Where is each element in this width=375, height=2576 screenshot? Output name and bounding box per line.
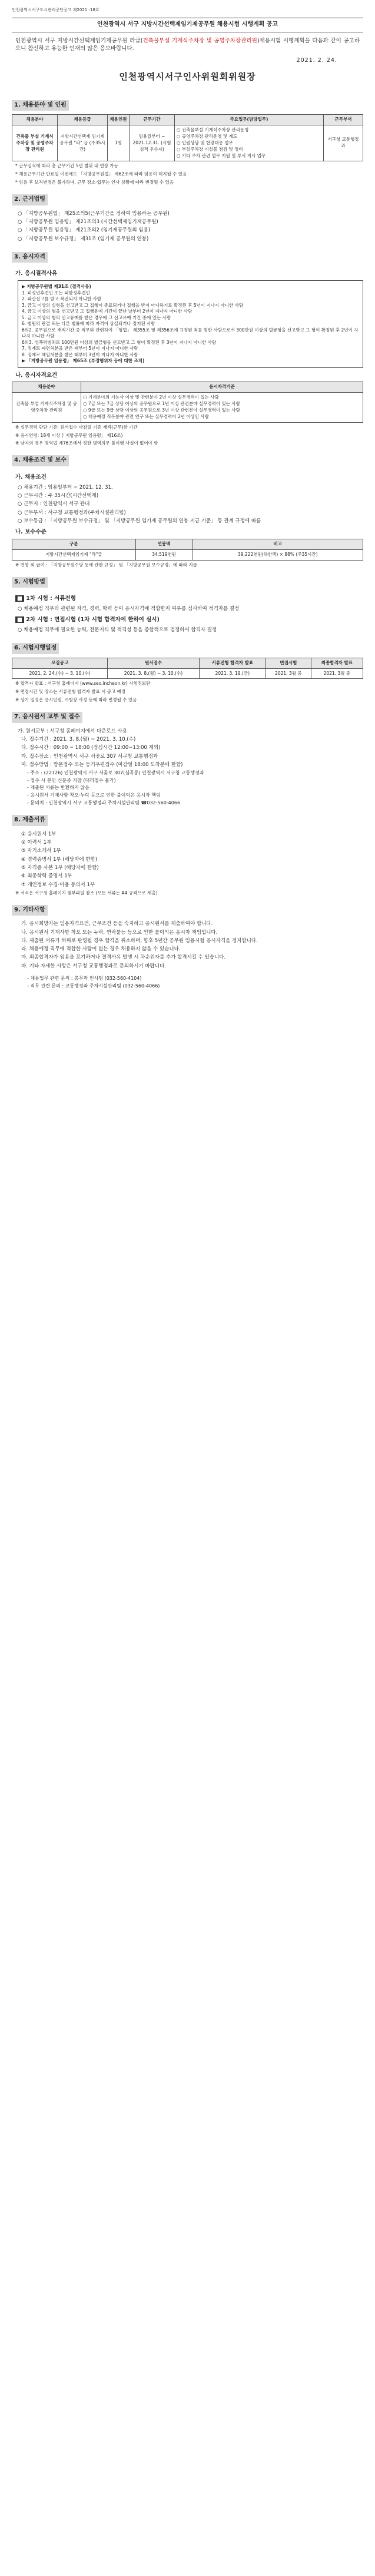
cell-pay-type: 지방시간선택제임기제 "라"급	[12, 549, 136, 560]
misc-item: 다. 제출된 서류가 허위로 판명될 경우 합격을 취소하며, 향후 5년간 공무원 임용시험 응시자격을 정지합니다.	[21, 937, 258, 944]
th-schedule: 모집공고	[12, 658, 108, 668]
th-pay-note: 비고	[193, 539, 363, 549]
application-item: 다. 접수시간 : 09:00 ~ 18:00 (점심시간 12:00~13:00 제외)	[21, 745, 161, 751]
box-item: 2. 파산선고를 받고 복권되지 아니한 사람	[22, 296, 101, 302]
note: ※ 면접시간 및 장소는 서류전형 합격자 발표 시 공고 예정	[15, 689, 126, 695]
misc-item: 나. 응시원서 기재사항 착오 또는 누락, 연락불능 등으로 인한 불이익은 응시자 책임입니다.	[21, 929, 218, 936]
box-item: 8. 징계로 해임처분을 받은 때부터 3년이 지나지 아니한 사람	[22, 352, 138, 357]
note: * 채용근무기간 만료일 이전에도 「지방공무원법」 제62조에 따라 임용이 해지될 수 있음	[15, 171, 187, 177]
note: ※ 실무경력 판단 기준: 원서접수 마감일 기준 재직(근무)한 기간	[15, 424, 138, 430]
box-item: 6의3. 성폭력범죄로 100만원 이상의 벌금형을 선고받고 그 형이 확정된 후 3년이 지나지 아니한 사람	[22, 339, 217, 345]
section-3-title: 3. 응시자격	[12, 252, 48, 263]
th-count: 채용인원	[108, 115, 130, 125]
cell-qual-criteria	[81, 393, 363, 423]
cell-qual-field: 건축물 부설 기계식주차장 및 공영주차장 관리원	[12, 393, 81, 423]
qual-item: ○ 9급 또는 9급 상당 이상의 공무원으로 3년 이상 관련분야 실무경력이 있는 사람	[83, 407, 240, 413]
condition-item: ○ 채용기간 : 임용일부터 ~ 2021. 12. 31.	[18, 484, 113, 490]
th-field: 채용분야	[12, 115, 58, 125]
application-sub: - 문의처 : 인천광역시 서구 교통행정과 주차시설관리팀 ☎032-560-4066	[27, 800, 181, 805]
box-heading: ▶ 지방공무원법 제31조 (결격사유)	[22, 284, 91, 290]
document-item: ④ 경력증명서 1부 (해당자에 한함)	[21, 856, 98, 863]
misc-item: 마. 최종합격자가 임용을 포기하거나 결격사유 발생 시 차순위자를 추가 합격시킬 수 있습니다.	[21, 954, 226, 961]
box-item: 6. 법원의 판결 또는 다른 법률에 따라 자격이 상실되거나 정지된 사람	[22, 321, 155, 327]
cell-dept: 서구청 교통행정과	[324, 125, 363, 161]
disqualification-box	[18, 280, 363, 368]
schedule-table	[12, 658, 363, 679]
note: ※ 서식은 서구청 홈페이지 첨부파일 참조 (모든 서류는 A4 규격으로 제출)	[15, 890, 158, 896]
law-item: ○ 「지방공무원법」 제25조의5(근무기간을 정하여 임용하는 공무원)	[18, 210, 170, 217]
th-qual-criteria: 응시자격기준	[81, 382, 363, 393]
issuing-organization: 인천광역시서구인사위원회위원장	[119, 71, 256, 82]
cell-period: 임용일부터 ~ 2021.12.31. (시험성적 우수자)	[130, 125, 175, 161]
subsection-title: 나. 보수수준	[15, 529, 47, 536]
intro-highlight: 건축물부설 기계식주차장 및 공영주차장관리원	[142, 37, 257, 44]
stage-2-label: 2차 시험 : 면접시험 (1차 시험 합격자에 한하여 실시)	[26, 616, 160, 624]
application-sub: - 응시원서 기재사항 착오·누락 등으로 인한 불이익은 응시자 책임	[27, 792, 161, 798]
condition-item: ○ 보수등급 : 「지방공무원 보수규정」 및 「지방공무원 임기제 공무원의 연봉 지급 기준」 등 관계 규정에 따름	[18, 518, 261, 524]
cell-pay-note: 39,222천원(하한액) × 88% (주35시간)	[193, 549, 363, 560]
note: * 근무실적에 따라 총 근무기간 5년 범위 내 연장 가능	[15, 163, 118, 169]
box-item: 3. 금고 이상의 실형을 선고받고 그 집행이 종료되거나 집행을 받지 아니하기로 확정된 후 5년이 지나지 아니한 사람	[22, 302, 244, 308]
note: ※ 합격자 발표 : 서구청 홈페이지 (www.seo.incheon.kr) 시험정보란	[15, 681, 151, 687]
notice-document	[12, 0, 363, 1002]
box-item: 1. 피성년후견인 또는 피한정후견인	[22, 290, 90, 296]
document-item: ⑦ 개인정보 수집·이용 동의서 1부	[21, 881, 95, 888]
box-item: 6의2. 공무원으로 재직기간 중 직무와 관련하여 「형법」 제355조 및 제356조에 규정된 죄를 범한 사람으로서 300만원 이상의 벌금형을 선고받고 그 형이 확정된 후 2년이 지나지 아니한 사람	[22, 327, 359, 339]
application-sub: - 접수 시 본인 신분증 지참 (대리접수 불가)	[27, 777, 116, 783]
duty-item: ○ 건축물부설 기계식주차장 관리운영	[177, 127, 249, 133]
condition-item: ○ 근무부서 : 서구청 교통행정과(주차시설관리팀)	[18, 509, 126, 516]
application-item: 라. 접수장소 : 인천광역시 서구 서곶로 307 서구청 교통행정과	[21, 753, 158, 760]
document-item: ③ 자기소개서 1부	[21, 848, 61, 854]
th-duties: 주요업무(담당업무)	[175, 115, 324, 125]
recruitment-table	[12, 114, 363, 161]
section-8-title: 8. 제출서류	[12, 815, 48, 826]
cell-schedule: 2021. 3월 중	[266, 668, 311, 679]
table-row	[12, 125, 363, 161]
qual-item: ○ 7급 또는 7급 상당 이상의 공무원으로 1년 이상 관련분야 실무경력이 있는 사람	[83, 401, 240, 407]
exam-stage-1	[15, 595, 363, 603]
notice-number: 인천광역시서구도시관리공단공고 제2021 -18호	[12, 8, 99, 12]
cell-schedule: 2021. 3. 8.(월) ~ 3. 10.(수)	[108, 668, 199, 679]
subsection-title: 가. 응시결격사유	[15, 270, 58, 277]
th-schedule: 원서접수	[108, 658, 199, 668]
application-item: 마. 접수방법 : 방문접수 또는 등기우편접수 (마감일 18:00 도착분에 한함)	[21, 761, 183, 768]
note: ※ 남자의 경우 병역법 제76조에서 정한 병역의무 불이행 사실이 없어야 함	[15, 440, 158, 446]
cell-count: 1명	[108, 125, 130, 161]
notice-date: 2021. 2. 24.	[296, 57, 337, 64]
duty-item: ○ 부설주차장 시설물 점검 및 정비	[177, 146, 243, 152]
condition-item: ○ 근무지 : 인천광역시 서구 관내	[18, 501, 90, 508]
note: ※ 응시연령: 18세 이상 (「지방공무원 임용령」 제16조)	[15, 432, 123, 438]
duty-item: ○ 민원상담 및 현장대응 업무	[177, 140, 233, 145]
th-schedule: 면접시험	[266, 658, 311, 668]
law-item: ○ 「지방공무원 보수규정」 제31조 (임기제 공무원의 연봉)	[18, 236, 149, 242]
document-item: ② 이력서 1부	[21, 839, 52, 846]
contact-item: - 채용업무 관련 문의 : 총무과 인사팀 (032-560-4104)	[27, 976, 142, 982]
section-1-title: 1. 채용분야 및 인원	[12, 100, 69, 111]
cell-schedule: 2021. 2. 24.(수) ~ 3. 10.(수)	[12, 668, 108, 679]
intro-paragraph	[12, 37, 363, 54]
th-period: 근무기간	[130, 115, 175, 125]
stage-1-badge: ■	[15, 595, 24, 602]
intro-text-2: )채용시험 시행계획을 다음과 같이 공고하오니 참신하고 유능한 인재의 많은 응모바랍니다.	[15, 37, 360, 52]
section-5-title: 5. 시험방법	[12, 577, 48, 588]
th-schedule: 서류전형 합격자 발표	[199, 658, 266, 668]
condition-item: ○ 근무시간 : 주 35시간(시간선택제)	[18, 492, 99, 499]
qual-item: ○ 기계분야의 기능사 이상 및 관련분야 2년 이상 실무경력이 있는 사람	[83, 394, 219, 400]
section-9-title: 9. 기타사항	[12, 905, 48, 916]
duty-item: ○ 공영주차장 관리운영 및 계도	[177, 133, 238, 139]
stage-1-desc: ○ 채용예정 직무와 관련된 자격, 경력, 학력 등이 응시자격에 적합한지 여부를 심사하여 적격자를 결정	[18, 605, 240, 612]
qualification-table	[12, 382, 363, 422]
section-7-title: 7. 응시원서 교부 및 접수	[12, 712, 82, 723]
misc-item: 바. 기타 자세한 사항은 서구청 교통행정과로 문의하시기 바랍니다.	[21, 963, 167, 969]
box-item: 4. 금고 이상의 형을 선고받고 그 집행유예 기간이 끝난 날부터 2년이 지나지 아니한 사람	[22, 309, 193, 314]
intro-text-1: 인천광역시 서구 지방시간선택제임기제공무원 라급(	[15, 37, 143, 44]
th-dept: 근무부서	[324, 115, 363, 125]
application-intro: 가. 원서교부 : 서구청 홈페이지에서 다운로드 사용	[18, 728, 127, 734]
th-pay-amount: 연봉액	[135, 539, 193, 549]
section-2-title: 2. 근거법령	[12, 194, 48, 205]
duty-item: ○ 기타 주차 관련 업무 지원 및 부서 지시 업무	[177, 152, 266, 158]
document-item: ⑥ 최종학력 증명서 1부	[21, 873, 72, 880]
box-item: 5. 금고 이상의 형의 선고유예를 받은 경우에 그 선고유예 기간 중에 있는 사람	[22, 314, 171, 320]
note: * 임용 후 보직변경은 불가하며, 근무 장소·업무는 인사 상황에 따라 변경될 수 있음	[15, 180, 174, 185]
qual-item: ○ 채용예정 직무분야 관련 연구 또는 실무경력이 2년 이상인 사람	[83, 413, 209, 419]
th-grade: 채용등급	[58, 115, 108, 125]
th-schedule: 최종합격자 발표	[311, 658, 363, 668]
cell-schedule: 2021. 3. 19.(금)	[199, 668, 266, 679]
exam-stage-2	[15, 616, 363, 624]
misc-item: 라. 채용예정 직무에 적합한 사람이 없는 경우 채용하지 않을 수 있습니다.	[21, 946, 181, 953]
table-row	[12, 393, 363, 423]
subsection-title: 나. 응시자격요건	[15, 372, 58, 379]
table-row	[12, 549, 363, 560]
stage-2-desc: ○ 채용예정 직무에 필요한 능력, 전문지식 및 적격성 등을 종합적으로 검정하여 합격자 결정	[18, 626, 217, 633]
document-item: ① 응시원서 1부	[21, 831, 57, 837]
application-sub: - 주소 : (22726) 인천광역시 서구 서곶로 307(심곡동) 인천광역시 서구청 교통행정과	[27, 770, 204, 776]
cell-duties	[175, 125, 324, 161]
document-item: ⑤ 자격증 사본 1부 (해당자에 한함)	[21, 864, 99, 871]
cell-grade: 지방시간선택제 임기제공무원 "라" 급 (주35시간)	[58, 125, 108, 161]
table-row	[12, 668, 363, 679]
stage-1-label: 1차 시험 : 서류전형	[26, 595, 76, 602]
page-title: 인천광역시 서구 지방시간선택제임기제공무원 채용시험 시행계획 공고	[12, 18, 363, 32]
application-item: 나. 접수기간 : 2021. 3. 8.(월) ~ 2021. 3. 10.(수)	[21, 736, 136, 742]
pay-table	[12, 539, 363, 561]
contact-item: - 직무 관련 문의 : 교통행정과 주차시설관리팀 (032-560-4066)	[27, 983, 160, 989]
note: ※ 상기 일정은 응시인원, 시험장 사정 등에 따라 변경될 수 있음	[15, 697, 137, 703]
th-qual-field: 채용분야	[12, 382, 81, 393]
law-item: ○ 「지방공무원 임용령」 제21조의3 (시간선택제임기제공무원)	[18, 218, 158, 225]
law-item: ○ 「지방공무원 임용령」 제21조의2 (임기제공무원의 임용)	[18, 227, 151, 234]
th-pay-type: 구분	[12, 539, 136, 549]
box-item: 7. 징계로 파면처분을 받은 때부터 5년이 지나지 아니한 사람	[22, 346, 138, 352]
misc-item: 가. 응시희망자는 임용자격요건, 근무조건 등을 숙지하고 응시원서를 제출하여야 합니다.	[21, 921, 213, 927]
application-sub: - 제출된 서류는 반환하지 않음	[27, 785, 89, 791]
cell-pay-amount: 34,519천원	[135, 549, 193, 560]
section-6-title: 6. 시험시행일정	[12, 643, 59, 654]
section-4-title: 4. 채용조건 및 보수	[12, 455, 69, 466]
subsection-title: 가. 채용조건	[15, 473, 47, 480]
box-heading: ▶ 「지방공무원 임용령」 제65조 (부정행위자 등에 대한 조치)	[22, 358, 145, 364]
note: ※ 연봉 외 급여 : 「지방공무원수당 등에 관한 규정」 및 「지방공무원 보수규정」에 따라 지급	[15, 562, 197, 568]
cell-field: 건축물 부설 기계식주차장 및 공영주차장 관리원	[12, 125, 58, 161]
stage-2-badge: ■	[15, 616, 24, 623]
cell-schedule: 2021. 3월 중	[311, 668, 363, 679]
